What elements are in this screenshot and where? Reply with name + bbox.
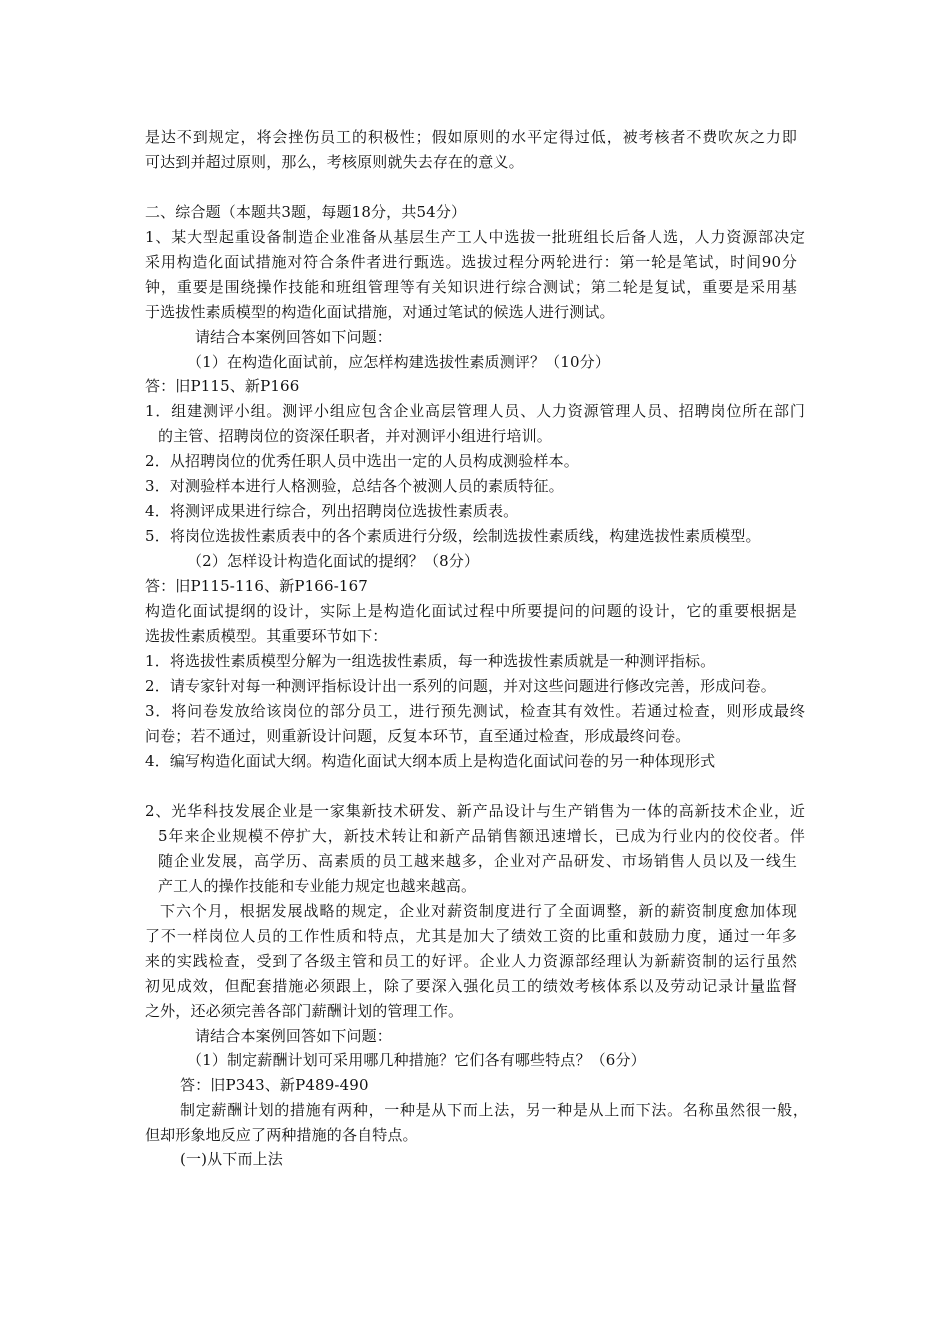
intro-line-1: 是达不到规定，将会挫伤员工的积极性；假如原则的水平定得过低，被考核者不费吹灰之力即 — [145, 128, 797, 146]
intro-line-2: 可达到并超过原则，那么，考核原则就失去存在的意义。 — [145, 153, 524, 171]
case1-q1-question: （1）在构造化面试前，应怎样构建选拔性素质测评？（10分） — [187, 353, 610, 371]
case2-line-3: 随企业发展，高学历、高素质的员工越来越多，企业对产品研发、市场销售人员以及一线生 — [158, 852, 797, 870]
case2-q1-subheading: (一)从下而上法 — [180, 1150, 283, 1168]
case2-line-1: 2、光华科技发展企业是一家集新技术研发、新产品设计与生产销售为一体的高新技术企业，近 — [145, 802, 805, 820]
case1-q2-answer-ref: 答：旧P115-116、新P166-167 — [145, 577, 368, 595]
case1-q1-step-5: 5．将岗位选拔性素质表中的各个素质进行分级，绘制选拔性素质线，构建选拔性素质模型。 — [145, 527, 761, 545]
case1-q2-intro-1: 构造化面试提纲的设计，实际上是构造化面试过程中所要提问的问题的设计，它的重要根据是 — [145, 602, 797, 620]
case1-q2-step-3: 3．将问卷发放给该岗位的部分员工，进行预先测试，检查其有效性。若通过检查，则形成最终 — [145, 702, 805, 720]
case1-q1-step-1: 1．组建测评小组。测评小组应包含企业高层管理人员、人力资源管理人员、招聘岗位所在部门 — [145, 402, 805, 420]
case1-q2-step-1: 1．将选拔性素质模型分解为一组选拔性素质，每一种选拔性素质就是一种测评指标。 — [145, 652, 716, 670]
case2-line-5: 下六个月，根据发展战略的规定，企业对薪资制度进行了全面调整，新的薪资制度愈加体现 — [160, 902, 797, 920]
case2-line-4: 产工人的操作技能和专业能力规定也越来越高。 — [158, 877, 477, 895]
section-heading: 二、综合题（本题共3题，每题18分，共54分） — [145, 203, 467, 221]
case1-q2-question: （2）怎样设计构造化面试的提纲？（8分） — [187, 552, 480, 570]
case2-line-8: 初见成效，但配套措施必须跟上，除了要深入强化员工的绩效考核体系以及劳动记录计量监督 — [145, 977, 797, 995]
case2-prompt: 请结合本案例回答如下问题： — [195, 1027, 392, 1045]
case1-q1-answer-ref: 答：旧P115、新P166 — [145, 377, 300, 395]
case1-q2-step-2: 2．请专家针对每一种测评指标设计出一系列的问题，并对这些问题进行修改完善，形成问卷。 — [145, 677, 776, 695]
case1-line-3: 钟，重要是围绕操作技能和班组管理等有关知识进行综合测试；第二轮是复试，重要是采用基 — [145, 278, 797, 296]
case1-q2-step-4: 4．编写构造化面试大纲。构造化面试大纲本质上是构造化面试问卷的另一种体现形式 — [145, 752, 716, 770]
case1-line-2: 采用构造化面试措施对符合条件者进行甄选。选拔过程分两轮进行：第一轮是笔试，时间90分 — [145, 253, 797, 271]
case2-q1-answer-ref: 答：旧P343、新P489-490 — [180, 1076, 369, 1094]
case2-q1-answer-2: 但却形象地反应了两种措施的各自特点。 — [145, 1126, 418, 1144]
case2-q1-answer-1: 制定薪酬计划的措施有两种，一种是从下而上法，另一种是从上而下法。名称虽然很一般， — [180, 1101, 808, 1119]
case2-line-7: 来的实践检查，受到了各级主管和员工的好评。企业人力资源部经理认为新薪资制的运行虽然 — [145, 952, 797, 970]
case1-q1-step-1-cont: 的主管、招聘岗位的资深任职者，并对测评小组进行培训。 — [158, 427, 552, 445]
case1-prompt: 请结合本案例回答如下问题： — [195, 328, 392, 346]
case1-q1-step-2: 2．从招聘岗位的优秀任职人员中选出一定的人员构成测验样本。 — [145, 452, 579, 470]
case1-q2-intro-2: 选拔性素质模型。其重要环节如下： — [145, 627, 388, 645]
case2-q1-question: （1）制定薪酬计划可采用哪几种措施？它们各有哪些特点？（6分） — [187, 1051, 646, 1069]
case1-q1-step-4: 4．将测评成果进行综合，列出招聘岗位选拔性素质表。 — [145, 502, 519, 520]
case2-line-6: 了不一样岗位人员的工作性质和特点，尤其是加大了绩效工资的比重和鼓励力度，通过一年多 — [145, 927, 797, 945]
case2-line-9: 之外，还必须完善各部门薪酬计划的管理工作。 — [145, 1002, 464, 1020]
case2-line-2: 5年来企业规模不停扩大，新技术转让和新产品销售额迅速增长，已成为行业内的佼佼者。伴 — [158, 827, 805, 845]
case1-q2-step-3-cont: 问卷；若不通过，则重新设计问题，反复本环节，直至通过检查，形成最终问卷。 — [145, 727, 691, 745]
case1-q1-step-3: 3．对测验样本进行人格测验，总结各个被测人员的素质特征。 — [145, 477, 564, 495]
case1-line-4: 于选拔性素质模型的构造化面试措施，对通过笔试的候选人进行测试。 — [145, 303, 615, 321]
case1-line-1: 1、某大型起重设备制造企业准备从基层生产工人中选拔一批班组长后备人选，人力资源部决定 — [145, 228, 805, 246]
